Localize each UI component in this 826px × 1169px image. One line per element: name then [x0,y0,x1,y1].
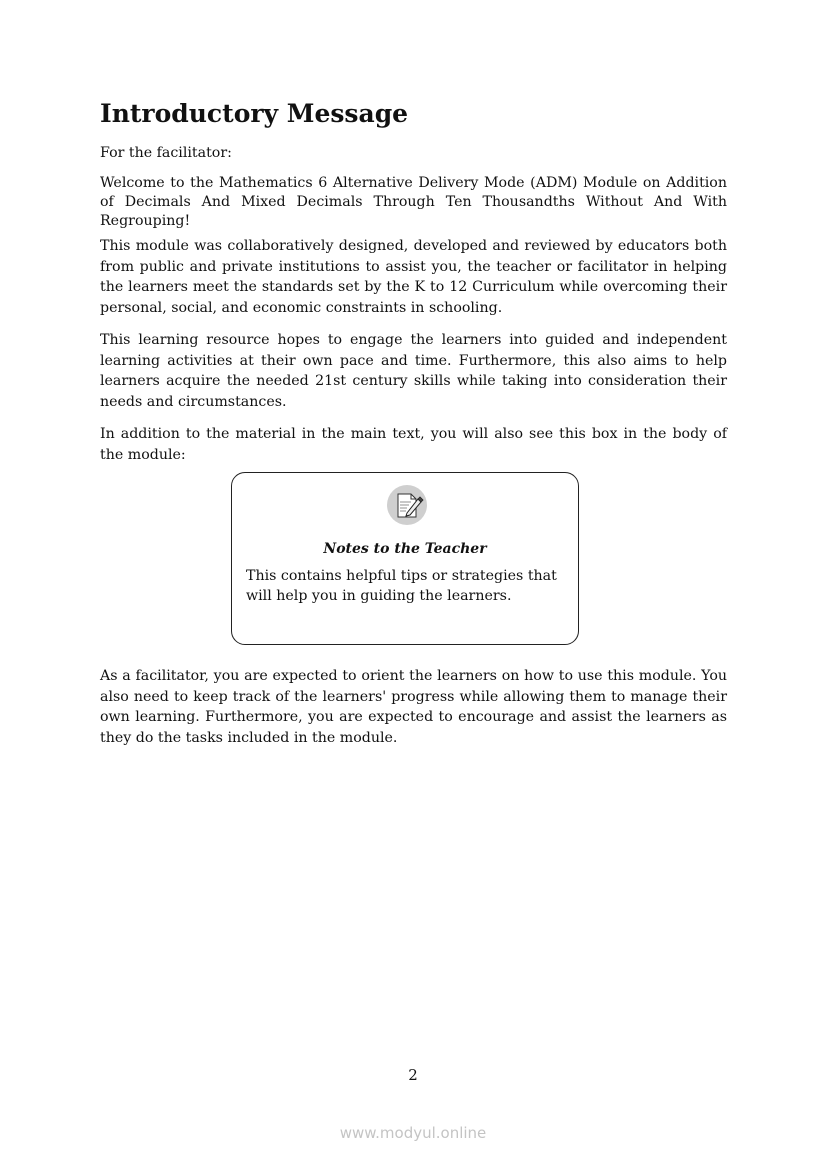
addressee: For the facilitator: [100,145,232,161]
notes-title: Notes to the Teacher [323,541,487,557]
watermark: www.modyul.online [339,1124,487,1142]
notes-to-teacher-box [231,472,579,645]
note-pencil-icon [387,485,427,525]
page-number: 2 [408,1066,418,1084]
learning-resource-paragraph: This learning resource hopes to engage the learners into guided and independent learning activities at their own pace and time. Furthermore, this also aims to help learners acquire the needed 21st century skills while taking into consideration their needs and circumstances. [100,332,727,411]
welcome-paragraph: Welcome to the Mathematics 6 Alternative Delivery Mode (ADM) Module on Addition of Decimals And Mixed Decimals Through Ten Thousandths Without And With Regrouping! [100,175,727,229]
page-title: Introductory Message [100,99,409,128]
facilitator-role-paragraph: As a facilitator, you are expected to orient the learners on how to use this module. You also need to keep track of the learners' progress while allowing them to manage their own learning. Furthermore, you are expected to encourage and assist the learners as they do the tasks included in the module. [100,668,727,747]
module-design-paragraph: This module was collaboratively designed, developed and reviewed by educators both from public and private institutions to assist you, the teacher or facilitator in helping the learners meet the standards set by the K to 12 Curriculum while overcoming their personal, social, and economic constraints in schooling. [100,238,727,317]
notes-text: This contains helpful tips or strategies that will help you in guiding the learners. [246,568,557,604]
box-intro-paragraph: In addition to the material in the main text, you will also see this box in the body of the module: [100,426,727,463]
